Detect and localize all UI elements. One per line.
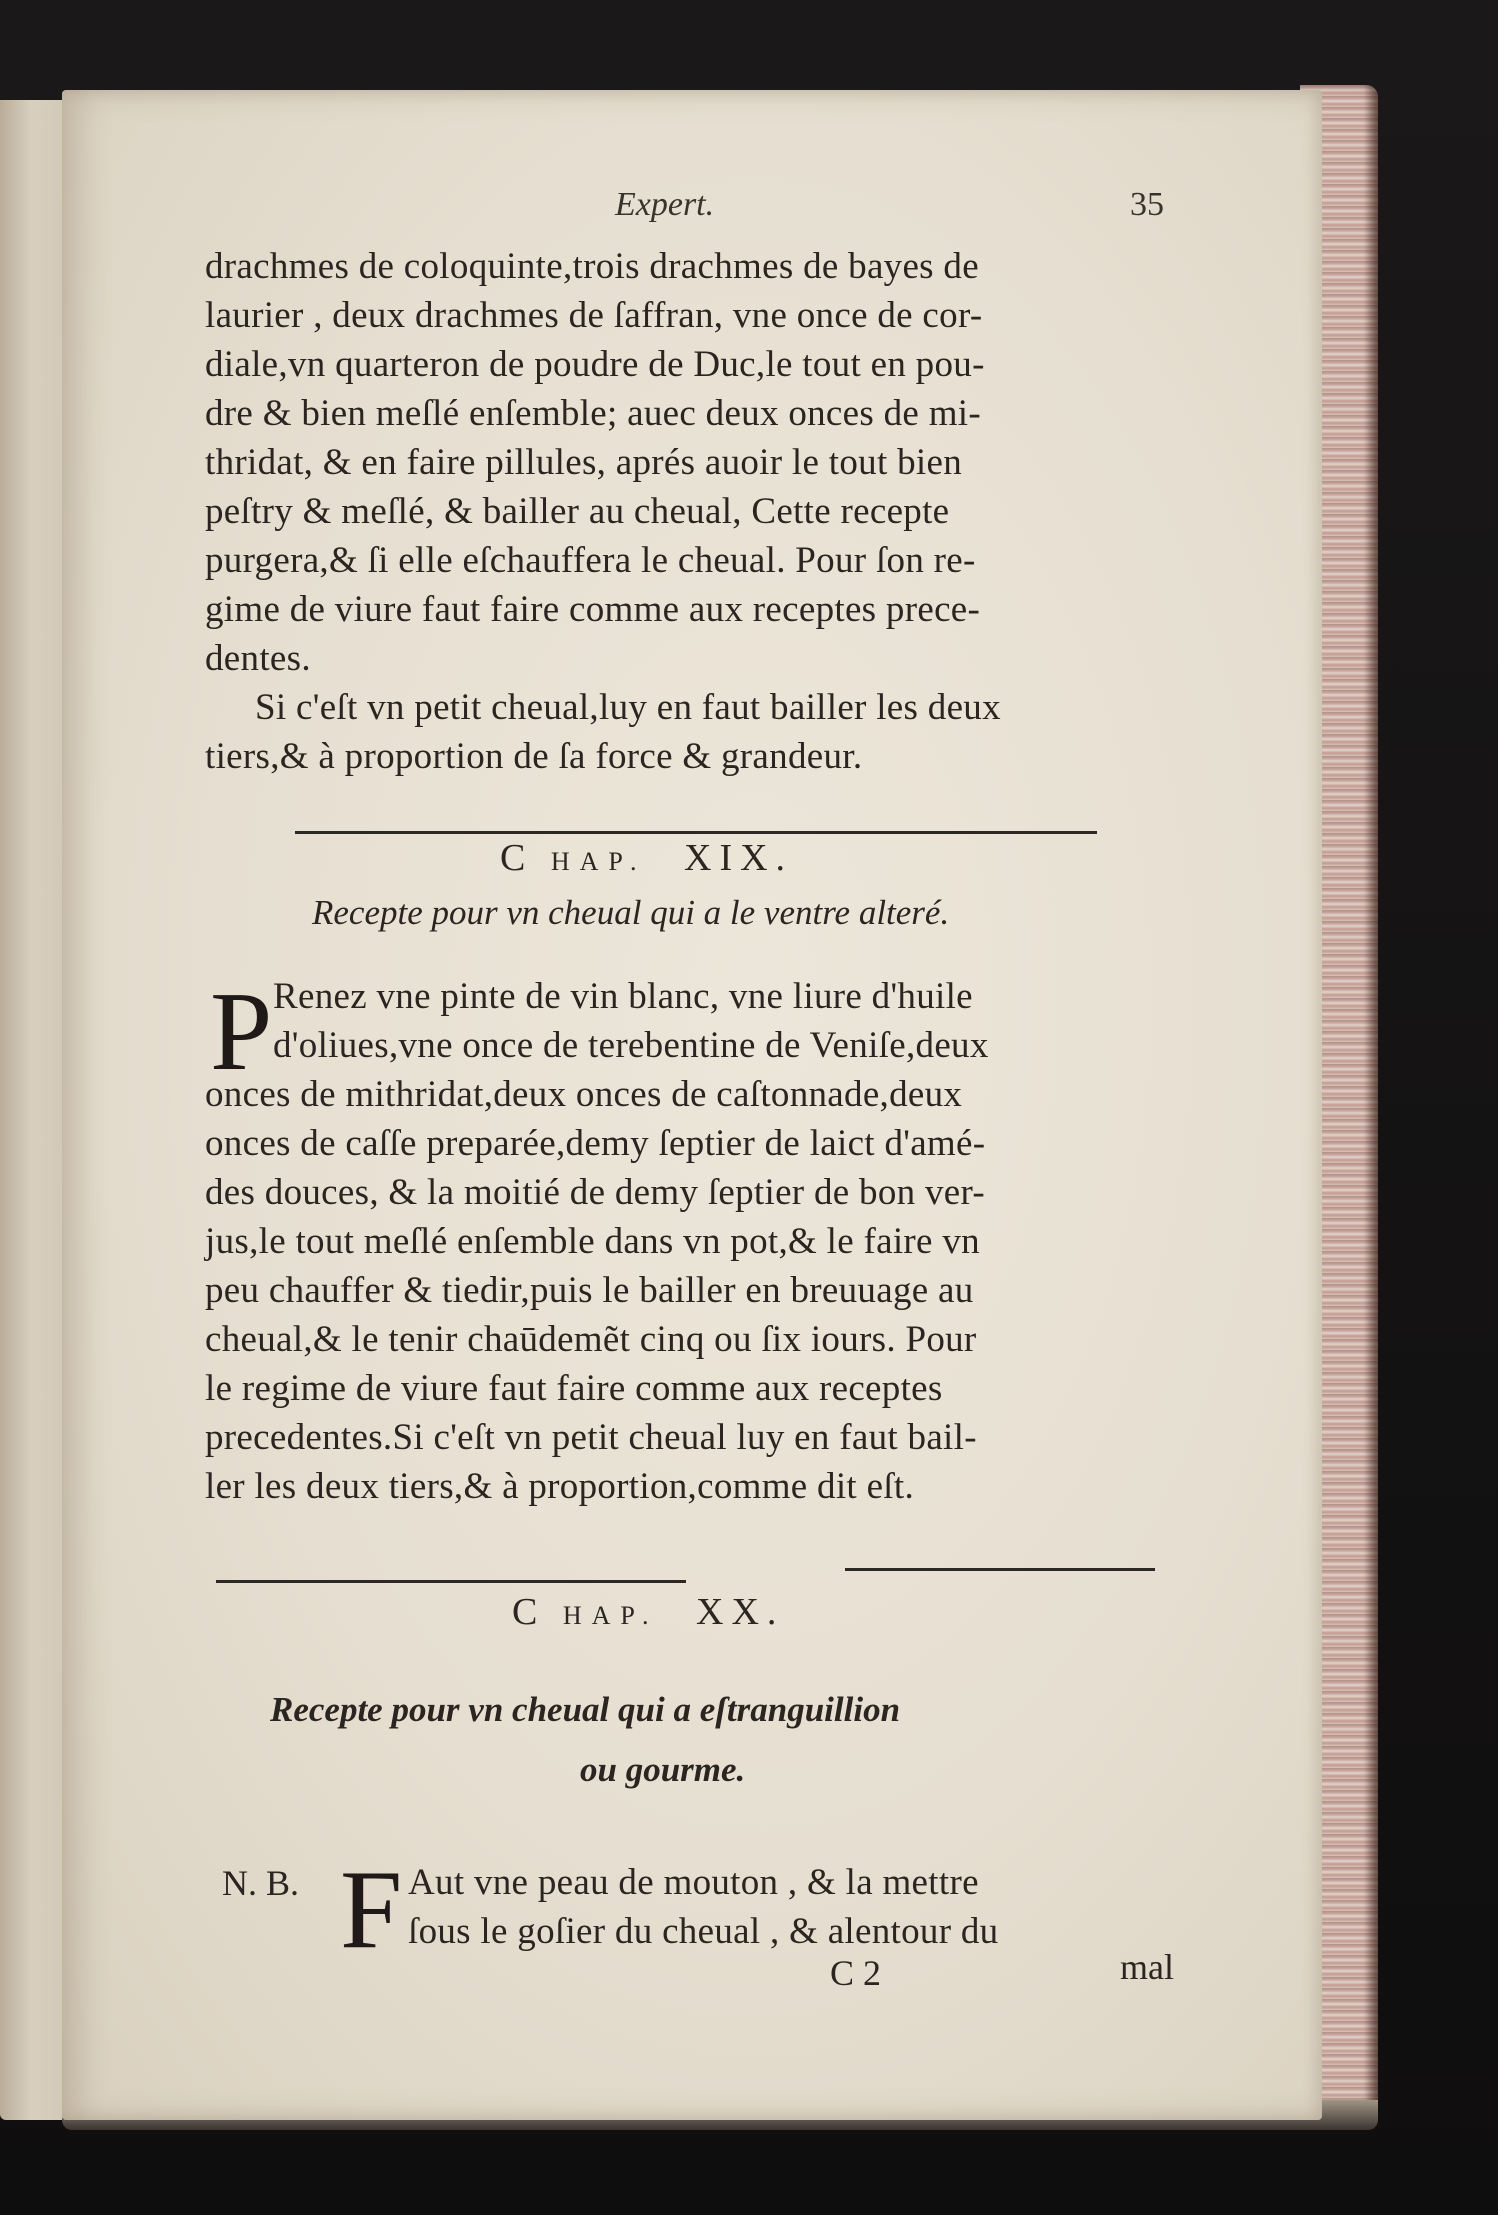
page-number: 35 (1130, 186, 1164, 223)
marginal-note: N. B. (222, 1863, 300, 1903)
body-paragraph-1 (205, 242, 1195, 781)
text-line: peſtry & meſlé, & bailler au cheual, Cette recepte (205, 491, 950, 532)
chapter-heading-caps: HAP. (562, 1601, 659, 1630)
text-line: onces de caſſe preparée,demy ſeptier de laict d'amé- (205, 1123, 986, 1164)
catchword: mal (1120, 1947, 1174, 1987)
chapter-19-heading (500, 836, 793, 880)
drop-cap-initial: P (210, 970, 273, 1094)
text-line: peu chauffer & tiedir,puis le bailler en breuuage au (205, 1270, 974, 1311)
text-line: dre & bien meſlé enſemble; auec deux onces de mi- (205, 393, 981, 434)
text-line: Si c'eſt vn petit cheual,luy en faut bailler les deux (255, 687, 1001, 728)
signature-mark: C 2 (830, 1953, 882, 1993)
text-line: Renez vne pinte de vin blanc, vne liure d'huile (273, 976, 973, 1017)
chapter-heading-initial: C (512, 1591, 546, 1633)
chapter-heading-number: XIX. (684, 837, 794, 879)
chapter-20-body (408, 1858, 1208, 1956)
text-line: cheual,& le tenir chaūdemẽt cinq ou ſix iours. Pour (205, 1319, 977, 1360)
chapter-divider-rule (845, 1568, 1155, 1571)
chapter-19-body (205, 972, 1195, 1511)
chapter-heading-number: XX. (696, 1591, 785, 1633)
chapter-divider-rule (216, 1580, 686, 1583)
text-line: tiers,& à proportion de ſa force & grandeur. (205, 736, 863, 777)
text-line: thridat, & en faire pillules, aprés auoir le tout bien (205, 442, 962, 483)
chapter-20-heading (512, 1590, 784, 1634)
text-line: d'oliues,vne once de terebentine de Veniſe,deux (273, 1025, 989, 1066)
text-line: drachmes de coloquinte,trois drachmes de bayes de (205, 246, 979, 287)
chapter-heading-initial: C (500, 837, 534, 879)
text-line: onces de mithridat,deux onces de caſtonnade,deux (205, 1074, 963, 1115)
text-line: ſous le goſier du cheual , & alentour du (408, 1911, 999, 1952)
text-line: Aut vne peau de mouton , & la mettre (408, 1862, 979, 1903)
text-line: dentes. (205, 638, 311, 679)
chapter-20-subtitle-line-1: Recepte pour vn cheual qui a eſtranguillion (270, 1690, 901, 1729)
chapter-20-subtitle-line-2: ou gourme. (580, 1750, 746, 1789)
chapter-heading-caps: HAP. (550, 847, 647, 876)
text-line: diale,vn quarteron de poudre de Duc,le tout en pou- (205, 344, 985, 385)
text-line: des douces, & la moitié de demy ſeptier de bon ver- (205, 1172, 986, 1213)
text-line: gime de viure faut faire comme aux receptes prece- (205, 589, 981, 630)
chapter-19-subtitle: Recepte pour vn cheual qui a le ventre alteré. (312, 893, 950, 932)
text-line: le regime de viure faut faire comme aux receptes (205, 1368, 943, 1409)
chapter-divider-rule (295, 831, 1097, 834)
running-head (205, 186, 1195, 230)
text-line: ler les deux tiers,& à proportion,comme dit eſt. (205, 1466, 914, 1507)
text-line: purgera,& ſi elle eſchauffera le cheual. Pour ſon re- (205, 540, 976, 581)
text-line: jus,le tout meſlé enſemble dans vn pot,& le faire vn (205, 1221, 980, 1262)
running-title: Expert. (615, 186, 715, 223)
text-line: laurier , deux drachmes de ſaffran, vne once de cor- (205, 295, 983, 336)
drop-cap-initial: F (340, 1848, 403, 1972)
text-line: precedentes.Si c'eſt vn petit cheual luy en faut bail- (205, 1417, 977, 1458)
